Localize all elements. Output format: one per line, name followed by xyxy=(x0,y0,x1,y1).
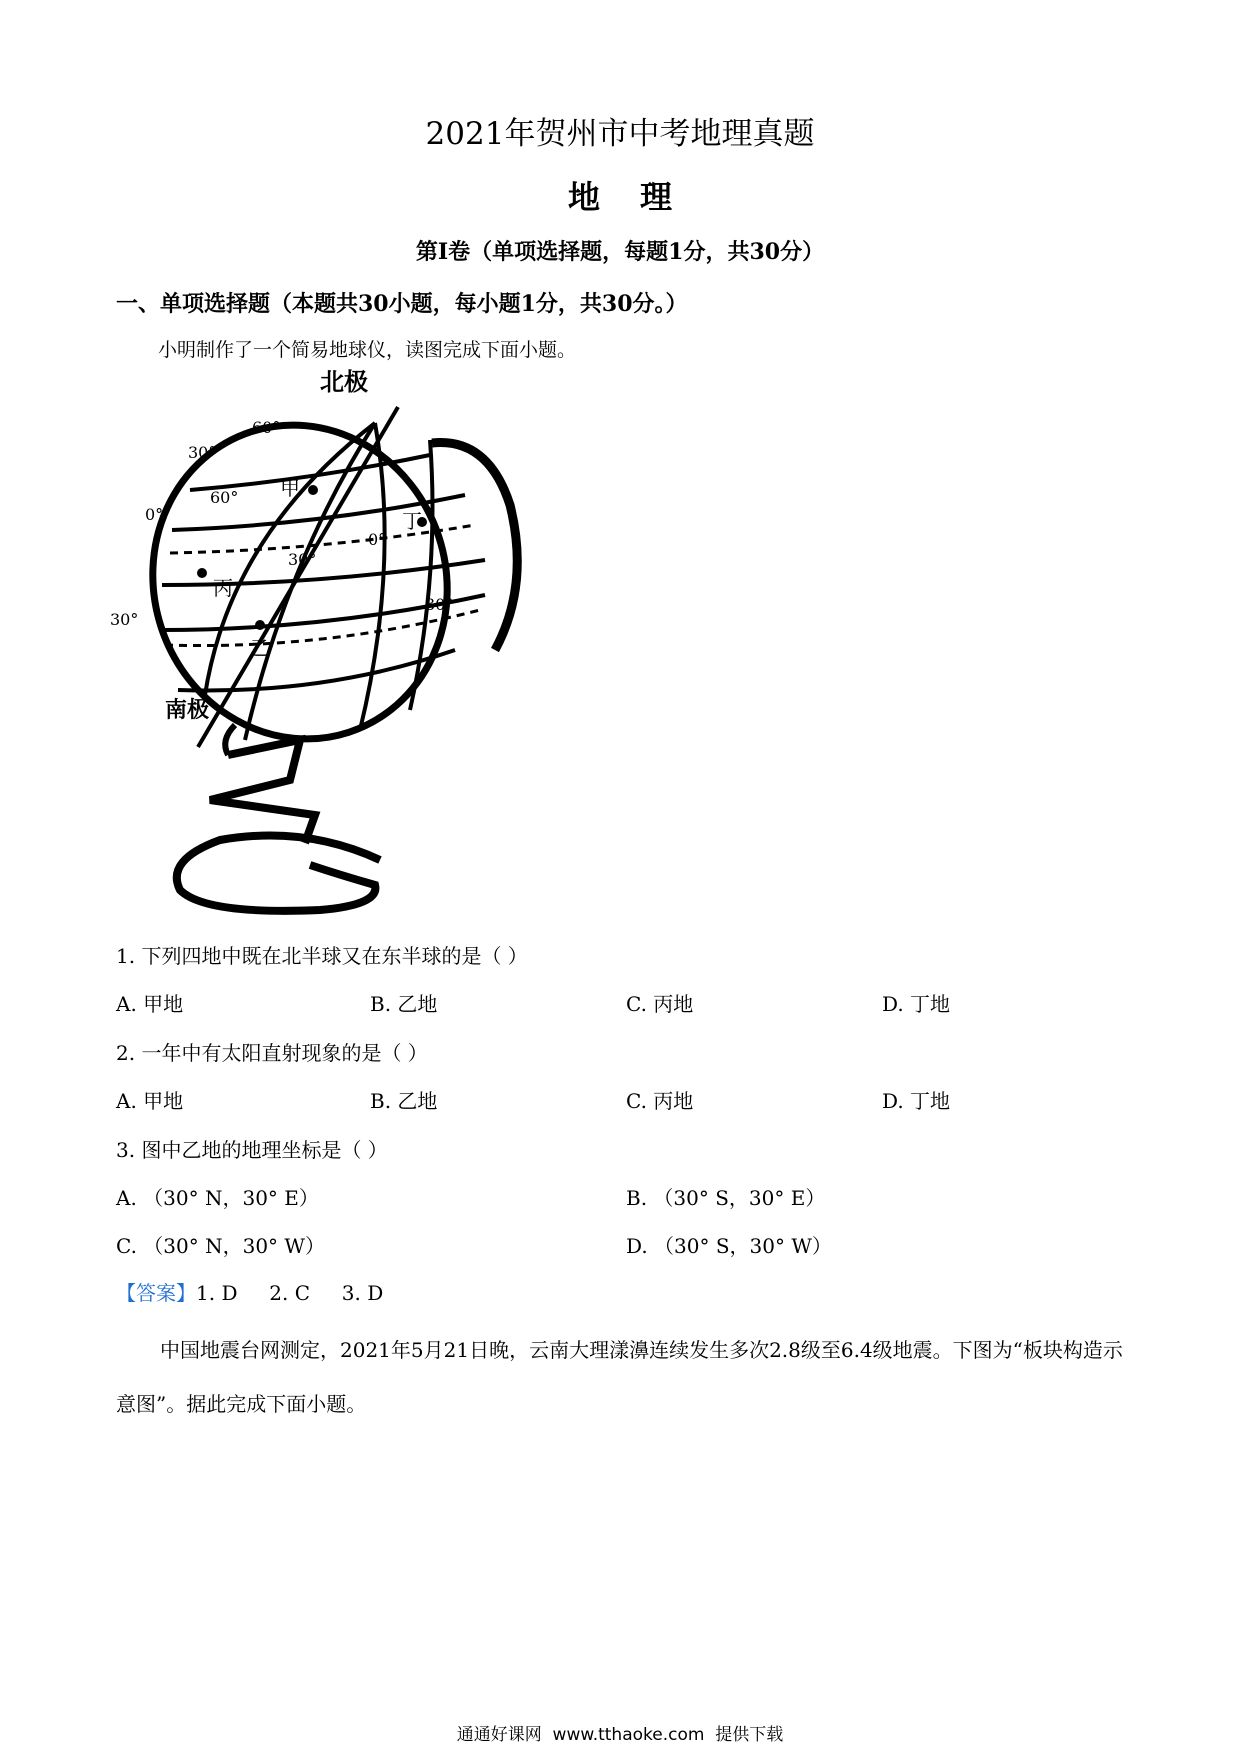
label-point-jia: 甲 xyxy=(280,476,300,500)
q1-option-d: D. 丁地 xyxy=(882,992,951,1016)
answer-line xyxy=(116,1277,383,1306)
answer-tag: 【答案】 xyxy=(116,1281,196,1305)
q3-option-a: A. （30° N，30° E） xyxy=(116,1186,319,1210)
label-lat60-top: 60° xyxy=(252,418,281,437)
globe-figure xyxy=(110,367,550,915)
label-north-pole: 北极 xyxy=(320,367,368,396)
label-south-pole: 南极 xyxy=(165,697,210,723)
question-1-stem: 1. 下列四地中既在北半球又在东半球的是（ ） xyxy=(116,944,528,968)
answer-text: 1. D 2. C 3. D xyxy=(196,1281,384,1305)
label-lat30-top: 30° xyxy=(188,443,217,462)
label-lat0-left: 0° xyxy=(145,505,164,524)
subject-heading: 地理 xyxy=(567,178,712,216)
label-lat60-inner: 60° xyxy=(210,488,239,507)
q3-option-b: B. （30° S，30° E） xyxy=(626,1186,826,1210)
q3-option-d: D. （30° S，30° W） xyxy=(626,1234,832,1258)
label-point-yi: 乙 xyxy=(250,636,270,660)
label-lat30-left: 30° xyxy=(110,610,139,629)
label-lon30-right: 30° xyxy=(425,595,454,614)
label-point-ding: 丁 xyxy=(402,509,422,533)
q3-option-c: C. （30° N，30° W） xyxy=(116,1234,325,1258)
page-footer: 通通好课网 www.tthaoke.com 提供下载 xyxy=(456,1725,784,1745)
question-2-stem: 2. 一年中有太阳直射现象的是（ ） xyxy=(116,1041,428,1065)
volume-heading: 第Ⅰ卷（单项选择题，每题1分，共30分） xyxy=(415,239,825,265)
q1-option-c: C. 丙地 xyxy=(626,992,694,1016)
q1-option-a: A. 甲地 xyxy=(116,992,184,1016)
question-3-stem: 3. 图中乙地的地理坐标是（ ） xyxy=(116,1138,388,1162)
q2-option-b: B. 乙地 xyxy=(370,1089,438,1113)
page-title: 2021年贺州市中考地理真题 xyxy=(425,116,815,152)
q2-option-a: A. 甲地 xyxy=(116,1089,184,1113)
q2-option-d: D. 丁地 xyxy=(882,1089,951,1113)
label-lon30: 30° xyxy=(288,550,317,569)
question-group-2-intro: 中国地震台网测定，2021年5月21日晚，云南大理漾濞连续发生多次2.8级至6.4级地震。下图为“板块构造示意图”。据此完成下面小题。 xyxy=(116,1338,1123,1416)
label-point-bing: 丙 xyxy=(213,576,233,600)
question-intro: 小明制作了一个简易地球仪，读图完成下面小题。 xyxy=(158,339,577,361)
q1-option-b: B. 乙地 xyxy=(370,992,438,1016)
section-heading: 一、单项选择题（本题共30小题，每小题1分，共30分。） xyxy=(116,291,688,317)
label-lon0: 0° xyxy=(368,530,387,549)
q2-option-c: C. 丙地 xyxy=(626,1089,694,1113)
